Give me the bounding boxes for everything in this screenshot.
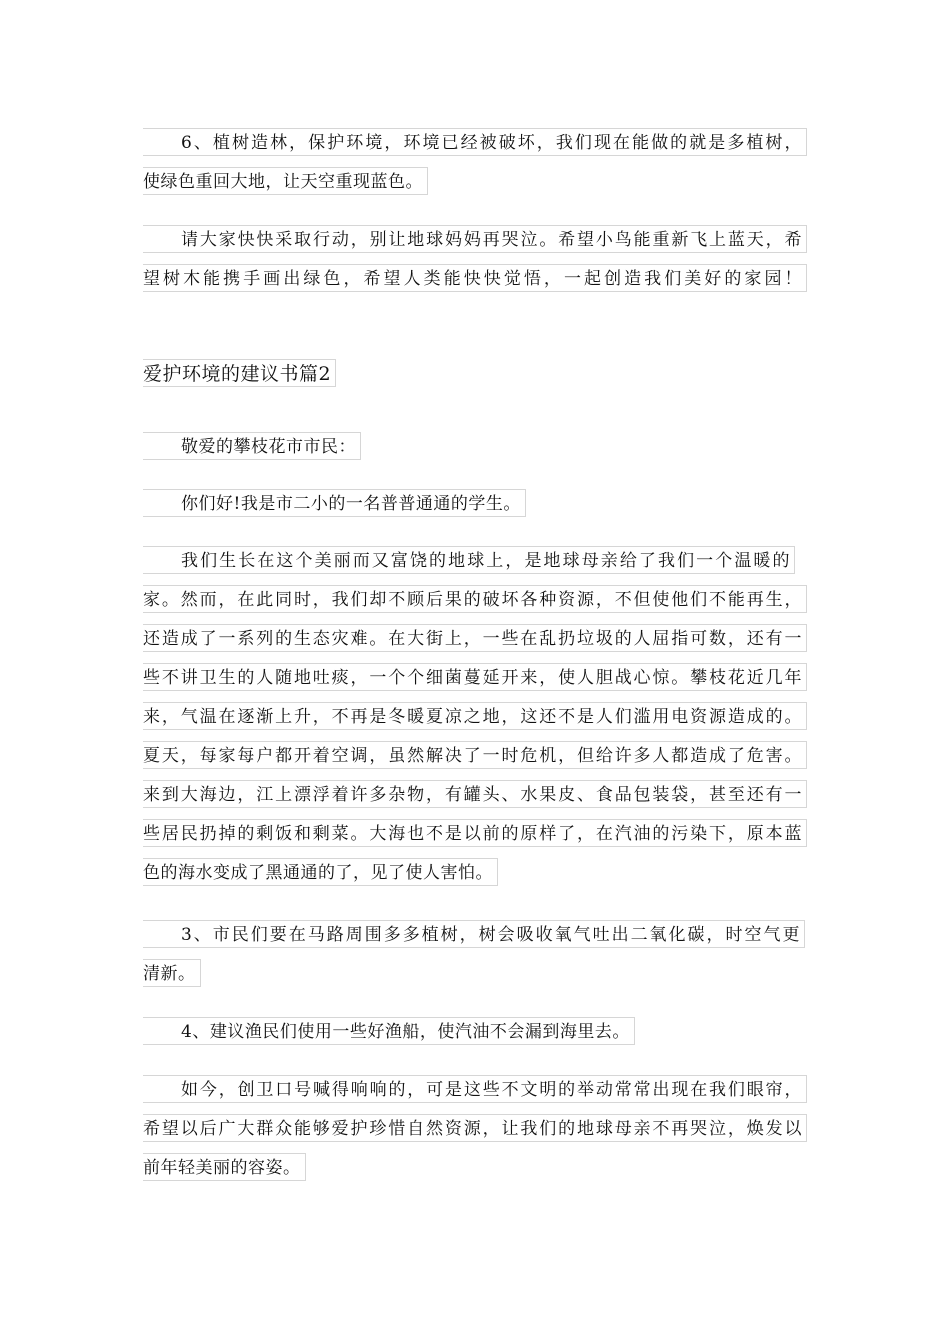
text-line — [143, 489, 807, 517]
text-line-content: 还造成了一系列的生态灾难。在大街上，一些在乱扔垃圾的人屈指可数，还有一 — [143, 624, 807, 652]
text-line-content: 使绿色重回大地，让天空重现蓝色。 — [143, 167, 428, 195]
section-heading — [143, 359, 807, 387]
text-line — [143, 1017, 807, 1045]
paragraph-item-3 — [143, 920, 807, 987]
paragraph-item-4 — [143, 1017, 807, 1045]
text-line — [143, 959, 807, 987]
text-line — [143, 264, 807, 292]
greeting-text: 敬爱的攀枝花市市民： — [143, 432, 361, 460]
text-line-content: 6、植树造林，保护环境，环境已经被破坏，我们现在能做的就是多植树， — [143, 128, 807, 156]
text-line — [143, 858, 807, 886]
text-line-content: 夏天，每家每户都开着空调，虽然解决了一时危机，但给许多人都造成了危害。 — [143, 741, 807, 769]
text-line — [143, 741, 807, 769]
greeting — [143, 432, 807, 460]
paragraph-body — [143, 546, 807, 886]
text-line — [143, 546, 807, 574]
paragraph-item-6 — [143, 128, 807, 195]
text-line-content: 如今，创卫口号喊得响响的，可是这些不文明的举动常常出现在我们眼帘， — [143, 1075, 807, 1103]
paragraph-appeal — [143, 225, 807, 292]
text-line-content: 4、建议渔民们使用一些好渔船，使汽油不会漏到海里去。 — [143, 1017, 635, 1045]
text-line-content: 来，气温在逐渐上升，不再是冬暖夏凉之地，这还不是人们滥用电资源造成的。 — [143, 702, 807, 730]
text-line-content: 请大家快快采取行动，别让地球妈妈再哭泣。希望小鸟能重新飞上蓝天，希 — [143, 225, 807, 253]
text-line — [143, 1114, 807, 1142]
text-line — [143, 1153, 807, 1181]
text-line — [143, 819, 807, 847]
heading-line — [143, 359, 807, 387]
text-line — [143, 920, 807, 948]
text-line-content: 望树木能携手画出绿色，希望人类能快快觉悟，一起创造我们美好的家园！ — [143, 264, 807, 292]
text-line-content: 家。然而，在此同时，我们却不顾后果的破坏各种资源，不但使他们不能再生， — [143, 585, 807, 613]
text-line-content: 来到大海边，江上漂浮着许多杂物，有罐头、水果皮、食品包装袋，甚至还有一 — [143, 780, 807, 808]
text-line — [143, 167, 807, 195]
text-line — [143, 585, 807, 613]
text-line-content: 些不讲卫生的人随地吐痰，一个个细菌蔓延开来，使人胆战心惊。攀枝花近几年 — [143, 663, 807, 691]
text-line — [143, 780, 807, 808]
intro — [143, 489, 807, 517]
text-line — [143, 225, 807, 253]
text-line — [143, 663, 807, 691]
text-line-content: 我们生长在这个美丽而又富饶的地球上，是地球母亲给了我们一个温暖的 — [143, 546, 795, 574]
text-line — [143, 624, 807, 652]
intro-text: 你们好!我是市二小的一名普普通通的学生。 — [143, 489, 526, 517]
text-line-content: 清新。 — [143, 959, 201, 987]
heading-text: 爱护环境的建议书篇2 — [143, 359, 336, 387]
text-line — [143, 432, 807, 460]
text-line — [143, 1075, 807, 1103]
text-line — [143, 128, 807, 156]
paragraph-closing — [143, 1075, 807, 1181]
text-line — [143, 702, 807, 730]
text-line-content: 些居民扔掉的剩饭和剩菜。大海也不是以前的原样了，在汽油的污染下，原本蓝 — [143, 819, 807, 847]
text-line-content: 3、市民们要在马路周围多多植树，树会吸收氧气吐出二氧化碳，时空气更 — [143, 920, 805, 948]
text-line-content: 前年轻美丽的容姿。 — [143, 1153, 306, 1181]
text-line-content: 希望以后广大群众能够爱护珍惜自然资源，让我们的地球母亲不再哭泣，焕发以 — [143, 1114, 807, 1142]
text-line-content: 色的海水变成了黑通通的了，见了使人害怕。 — [143, 858, 498, 886]
